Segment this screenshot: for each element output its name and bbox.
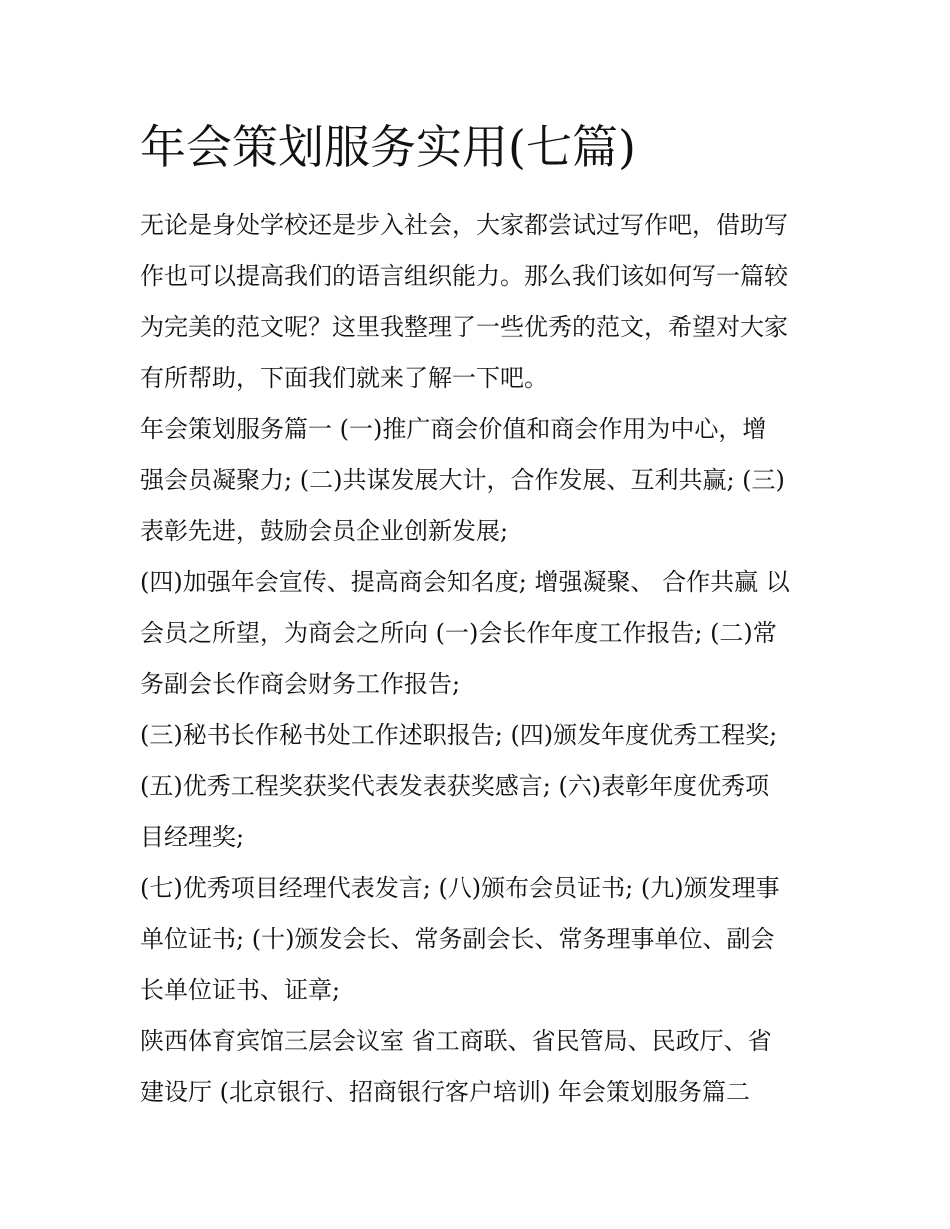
text-line: (五)优秀工程奖获奖代表发表获奖感言; (六)表彰年度优秀项	[140, 772, 770, 800]
text-line: (四)加强年会宣传、提高商会知名度; 增强凝聚、 合作共赢 以	[140, 568, 790, 596]
text-line: 表彰先进，鼓励会员企业创新发展;	[140, 517, 509, 545]
text-line: 目经理奖;	[140, 823, 245, 851]
text-line: (七)优秀项目经理代表发言; (八)颁布会员证书; (九)颁发理事	[140, 874, 780, 902]
text-line: 年会策划服务篇一 (一)推广商会价值和商会作用为中心，增	[140, 415, 767, 443]
text-line: 会员之所望，为商会之所向 (一)会长作年度工作报告; (二)常	[140, 619, 777, 647]
text-line: 强会员凝聚力; (二)共谋发展大计，合作发展、互利共赢; (三)	[140, 466, 785, 494]
text-line: 作也可以提高我们的语言组织能力。那么我们该如何写一篇较	[140, 262, 788, 290]
text-line: 有所帮助，下面我们就来了解一下吧。	[140, 364, 548, 392]
text-line: 单位证书; (十)颁发会长、常务副会长、常务理事单位、副会	[140, 925, 775, 953]
text-line: 无论是身处学校还是步入社会，大家都尝试过写作吧，借助写	[140, 211, 788, 239]
document-title: 年会策划服务实用(七篇)	[140, 120, 636, 174]
text-line: 为完美的范文呢？这里我整理了一些优秀的范文，希望对大家	[140, 313, 788, 341]
document-body	[140, 200, 820, 1118]
text-line: 建设厅 (北京银行、招商银行客户培训) 年会策划服务篇二	[140, 1078, 750, 1106]
text-line: (三)秘书长作秘书处工作述职报告; (四)颁发年度优秀工程奖;	[140, 721, 778, 749]
text-line: 陕西体育宾馆三层会议室 省工商联、省民管局、民政厅、省	[140, 1027, 772, 1055]
text-line: 长单位证书、证章;	[140, 976, 341, 1004]
text-line: 务副会长作商会财务工作报告;	[140, 670, 461, 698]
